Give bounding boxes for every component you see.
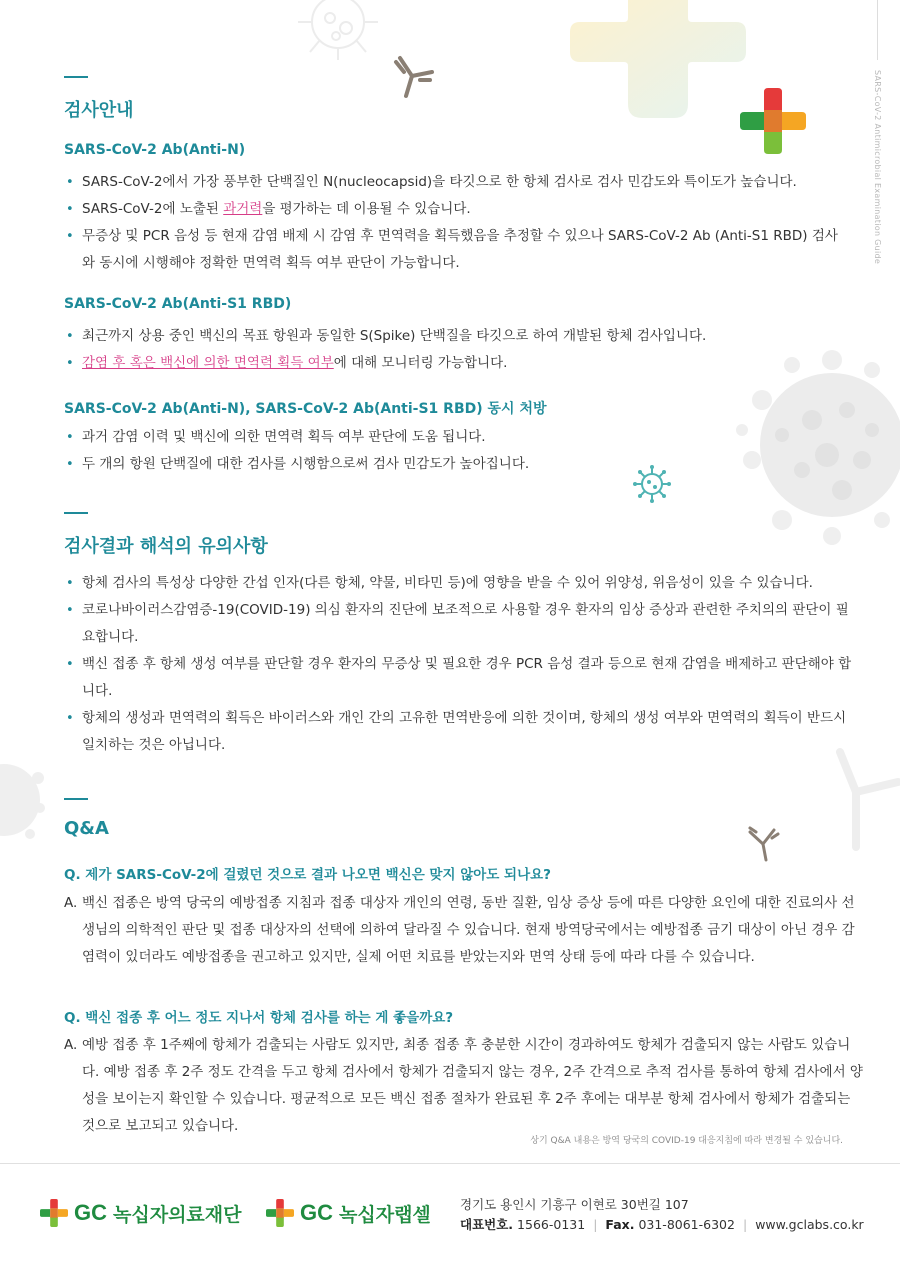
section-title-qa: Q&A [64, 818, 109, 839]
text-part: 무증상 및 PCR 음성 등 현재 감염 배제 시 감염 후 면역력을 획득했음을 추정할 수 있으나 SARS-CoV-2 Ab (Anti-S1 RBD) 검사와 동시에 시행해야 정확한 면역력 획득 여부 판단이 가능합니다. [82, 228, 838, 271]
answer-prefix: A. [64, 1037, 78, 1053]
question-2: Q. 백신 접종 후 어느 정도 지나서 항체 검사를 하는 게 좋을까요? [64, 1010, 454, 1026]
answer-2 [64, 1032, 867, 1140]
separator: | [593, 1217, 598, 1232]
section-title-test-guide: 검사안내 [64, 100, 134, 121]
list-item [64, 223, 844, 277]
antibody-icon [390, 52, 436, 100]
subtitle-anti-n: SARS-CoV-2 Ab(Anti-N) [64, 142, 246, 158]
footer-contact-block [460, 1195, 864, 1235]
gc-labcell-logo [266, 1199, 431, 1227]
virus-left-decoration [0, 758, 46, 842]
gc-cross-icon [40, 1199, 68, 1227]
virus-outline-top-decoration [290, 0, 385, 65]
list-item [64, 350, 844, 377]
text-part: 두 개의 항원 단백질에 대한 검사를 시행함으로써 검사 민감도가 높아집니다. [82, 456, 530, 472]
list-item [64, 451, 844, 478]
gc-cross-icon [266, 1199, 294, 1227]
list-item [64, 196, 844, 223]
fax-label: Fax. [605, 1217, 635, 1232]
section-divider [64, 512, 88, 514]
gc-cross-logo-icon [740, 88, 806, 154]
side-divider [877, 0, 878, 60]
footer-divider [0, 1163, 900, 1164]
subtitle-combined-prescription: SARS-CoV-2 Ab(Anti-N), SARS-CoV-2 Ab(Anti-S1 RBD) 동시 처방 [64, 401, 547, 417]
answer-prefix: A. [64, 895, 78, 911]
list-item: • 항체의 생성과 면역력의 획득은 바이러스와 개인 간의 고유한 면역반응에 의한 것이며, 항체의 생성 여부와 면역력의 획득이 반드시 일치하는 것은 아닙니다. [64, 705, 854, 759]
antibody-small-icon [746, 826, 780, 862]
phone-number[interactable]: 1566-0131 [517, 1217, 586, 1232]
separator: | [742, 1217, 748, 1232]
section-title-result-notes: 검사결과 해석의 유의사항 [64, 536, 268, 557]
logo-gc-text: GC [300, 1200, 333, 1225]
question-1: Q. 제가 SARS-CoV-2에 걸렸던 것으로 결과 나오면 백신은 맞지 않아도 되나요? [64, 867, 551, 883]
result-notes-bullet-list [64, 570, 854, 759]
logo-name-b: 랩셀 [394, 1203, 431, 1226]
website-link[interactable]: www.gclabs.co.kr [755, 1217, 864, 1232]
answer-1 [64, 890, 867, 971]
list-item: • 코로나바이러스감염증-19(COVID-19) 의심 환자의 진단에 보조적으로 사용할 경우 환자의 임상 증상과 관련한 주치의의 판단이 필요합니다. [64, 597, 854, 651]
list-item [64, 323, 844, 350]
anti-s1-bullet-list [64, 323, 844, 377]
text-part: 최근까지 상용 중인 백신의 목표 항원과 동일한 S(Spike) 단백질을 타깃으로 하여 개발된 항체 검사입니다. [82, 328, 707, 344]
side-guide-text: SARS-CoV-2 Antimicrobial Examination Guide [873, 70, 882, 265]
section-divider [64, 76, 88, 78]
footer-address: 경기도 용인시 기흥구 이현로 30번길 107 [460, 1197, 689, 1212]
gc-medical-foundation-logo [40, 1199, 241, 1227]
text-part: 과거 감염 이력 및 백신에 의한 면역력 획득 여부 판단에 도움 됩니다. [82, 429, 486, 445]
list-item: • 백신 접종 후 항체 생성 여부를 판단할 경우 환자의 무증상 및 필요한 경우 PCR 음성 결과 등으로 현재 감염을 배제하고 판단해야 합니다. [64, 651, 854, 705]
logo-gc-text: GC [74, 1200, 107, 1225]
footer-contact-line [460, 1215, 864, 1235]
highlighted-text: 감염 후 혹은 백신에 의한 면역력 획득 여부 [82, 355, 334, 371]
text-part: SARS-CoV-2에 노출된 [82, 201, 224, 217]
text-part: 에 대해 모니터링 가능합니다. [333, 355, 508, 371]
list-item [64, 169, 844, 196]
phone-label: 대표번호. [460, 1217, 514, 1232]
list-item [64, 424, 844, 451]
anti-n-bullet-list [64, 169, 844, 277]
text-part: SARS-CoV-2에서 가장 풍부한 단백질인 N(nucleocapsid)을 타깃으로 한 항체 검사로 검사 민감도와 특이도가 높습니다. [82, 174, 797, 190]
answer-text: 예방 접종 후 1주째에 항체가 검출되는 사람도 있지만, 최종 접종 후 충분한 시간이 경과하여도 항체가 검출되지 않는 사람도 있습니다. 예방 접종 후 2주 정도 간격을 두고 항체 검사에서 항체가 검출되지 않는 경우, 2주 간격으로 추적 검사를 통하여 항체 검사에서 양성을 보이는지 확인할 수 있습니다. 평균적으로 모든 백신 접종 절차가 완료된 후 2주 후에는 대부분 항체 검사에서 항체가 검출되는 것으로 보고되고 있습니다. [82, 1037, 863, 1134]
logo-name-a: 녹십자 [339, 1203, 395, 1226]
answer-text: 백신 접종은 방역 당국의 예방접종 지침과 접종 대상자 개인의 연령, 동반 질환, 임상 증상 등에 따른 다양한 요인에 대한 진료의사 선생님의 의학적인 판단 및 접종 대상자의 선택에 의하여 달라질 수 있습니다. 현재 방역당국에서는 예방접종 금기 대상이 아닌 경우 감염력이 있더라도 예방접종을 권고하고 있지만, 실제 어떤 치료를 받았는지와 면역 상태 등에 따라 다를 수 있습니다. [82, 895, 855, 965]
combined-bullet-list [64, 424, 844, 478]
pale-cross-decoration [568, 0, 748, 120]
section-divider [64, 798, 88, 800]
subtitle-anti-s1-rbd: SARS-CoV-2 Ab(Anti-S1 RBD) [64, 296, 292, 312]
list-item: • 항체 검사의 특성상 다양한 간섭 인자(다른 항체, 약물, 비타민 등)에 영향을 받을 수 있어 위양성, 위음성이 있을 수 있습니다. [64, 570, 854, 597]
highlighted-text: 과거력 [223, 201, 263, 217]
logo-name-a: 녹십자 [113, 1203, 169, 1226]
text-part: 을 평가하는 데 이용될 수 있습니다. [262, 201, 471, 217]
qa-disclaimer-note: 상기 Q&A 내용은 방역 당국의 COVID-19 대응지침에 따라 변경될 수 있습니다. [530, 1136, 843, 1146]
logo-name-b: 의료재단 [168, 1203, 242, 1226]
fax-number: 031-8061-6302 [638, 1217, 735, 1232]
